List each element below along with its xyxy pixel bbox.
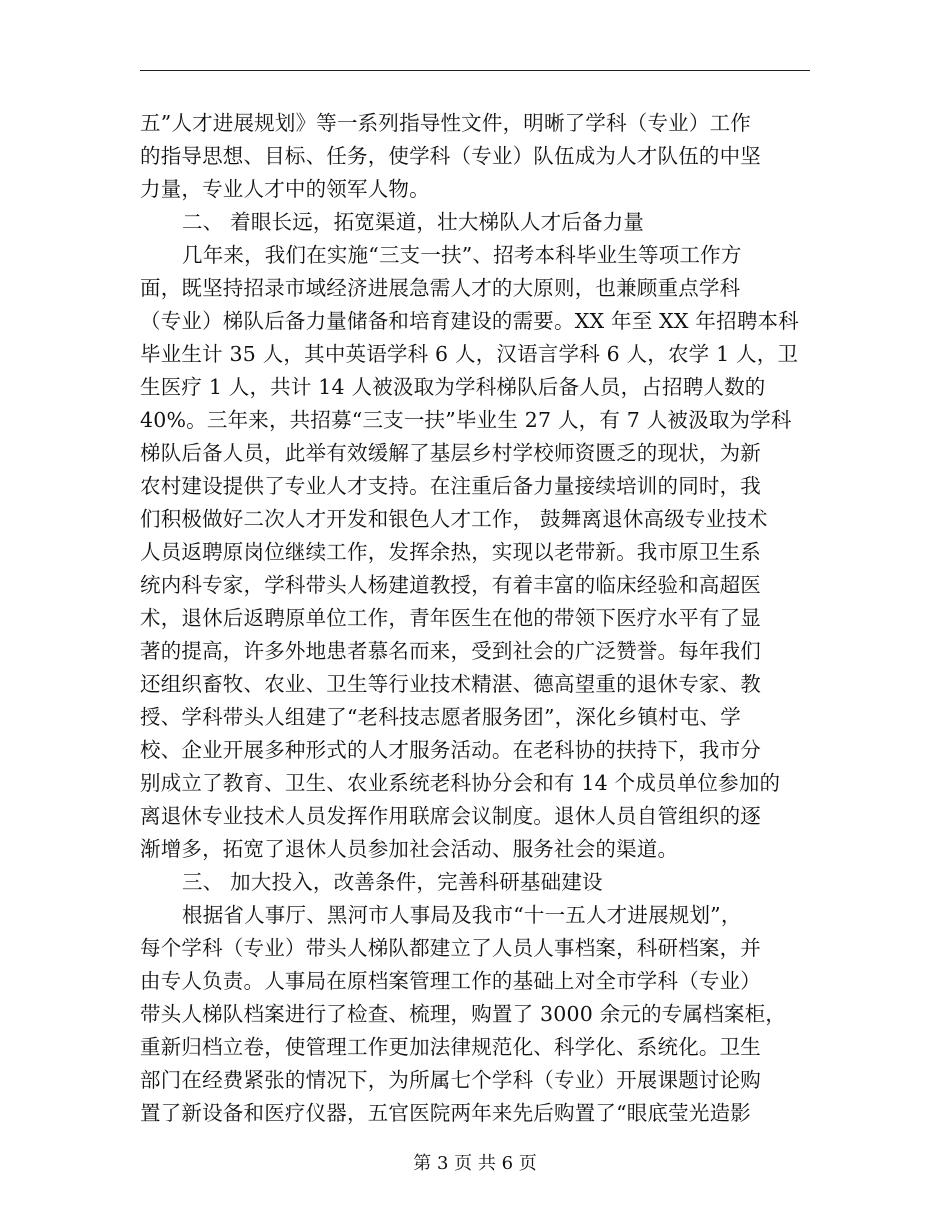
text-line: 授、学科带头人组建了“老科技志愿者服务团”，深化乡镇村屯、学	[140, 705, 741, 729]
text-line: 由专人负责。人事局在原档案管理工作的基础上对全市学科（专业）	[140, 969, 761, 993]
text-line: 离退休专业技术人员发挥作用联席会议制度。退休人员自管组织的逐	[140, 804, 761, 828]
header-rule	[140, 70, 810, 71]
text-line: 毕业生计 35 人，其中英语学科 6 人，汉语言学科 6 人，农学 1 人，卫	[140, 342, 799, 366]
section-heading: 二、 着眼长远，拓宽渠道，壮大梯队人才后备力量	[182, 210, 645, 234]
text-line: 五”人才进展规划》等一系列指导性文件，明晰了学科（专业）工作	[140, 111, 751, 135]
text-line: 生医疗 1 人，共计 14 人被汲取为学科梯队后备人员，占招聘人数的	[140, 375, 766, 399]
text-line: 的指导思想、目标、任务，使学科（专业）队伍成为人才队伍的中坚	[140, 144, 761, 168]
text-line: 人员返聘原岗位继续工作，发挥余热，实现以老带新。我市原卫生系	[140, 540, 761, 564]
text-line: 每个学科（专业）带头人梯队都建立了人员人事档案，科研档案，并	[140, 936, 761, 960]
text-line: 根据省人事厅、黑河市人事局及我市“十一五人才进展规划”，	[182, 903, 742, 927]
text-line: 统内科专家，学科带头人杨建道教授，有着丰富的临床经验和高超医	[140, 573, 761, 597]
text-line: 术，退休后返聘原单位工作，青年医生在他的带领下医疗水平有了显	[140, 606, 761, 630]
text-line: 著的提高，许多外地患者慕名而来，受到社会的广泛赞誉。每年我们	[140, 639, 761, 663]
text-line: 渐增多，拓宽了退休人员参加社会活动、服务社会的渠道。	[140, 837, 679, 861]
text-line: 面，既坚持招录市域经济进展急需人才的大原则，也兼顾重点学科	[140, 276, 741, 300]
text-line: 力量，专业人才中的领军人物。	[140, 177, 430, 201]
text-line: 带头人梯队档案进行了检查、梳理，购置了 3000 余元的专属档案柜，	[140, 1002, 787, 1026]
text-line: 部门在经费紧张的情况下，为所属七个学科（专业）开展课题讨论购	[140, 1068, 761, 1092]
text-line: 们积极做好二次人才开发和银色人才工作， 鼓舞离退休高级专业技术	[140, 507, 768, 531]
document-body	[140, 107, 812, 1130]
text-line: 置了新设备和医疗仪器，五官医院两年来先后购置了“眼底莹光造影	[140, 1101, 751, 1125]
text-line: 农村建设提供了专业人才支持。在注重后备力量接续培训的同时，我	[140, 474, 761, 498]
text-line: 别成立了教育、卫生、农业系统老科协分会和有 14 个成员单位参加的	[140, 771, 781, 795]
text-line: 校、企业开展多种形式的人才服务活动。在老科协的扶持下，我市分	[140, 738, 761, 762]
text-line: 40%。三年来，共招募“三支一扶”毕业生 27 人，有 7 人被汲取为学科	[140, 408, 792, 432]
section-heading: 三、 加大投入，改善条件，完善科研基础建设	[182, 870, 603, 894]
text-line: 梯队后备人员，此举有效缓解了基层乡村学校师资匮乏的现状，为新	[140, 441, 761, 465]
text-line: 重新归档立卷，使管理工作更加法律规范化、科学化、系统化。卫生	[140, 1035, 761, 1059]
page-number: 第 3 页 共 6 页	[413, 1153, 537, 1174]
text-line: （专业）梯队后备力量储备和培育建设的需要。XX 年至 XX 年招聘本科	[140, 309, 799, 333]
text-line: 还组织畜牧、农业、卫生等行业技术精湛、德高望重的退休专家、教	[140, 672, 761, 696]
text-line: 几年来，我们在实施“三支一扶”、招考本科毕业生等项工作方	[182, 243, 742, 267]
